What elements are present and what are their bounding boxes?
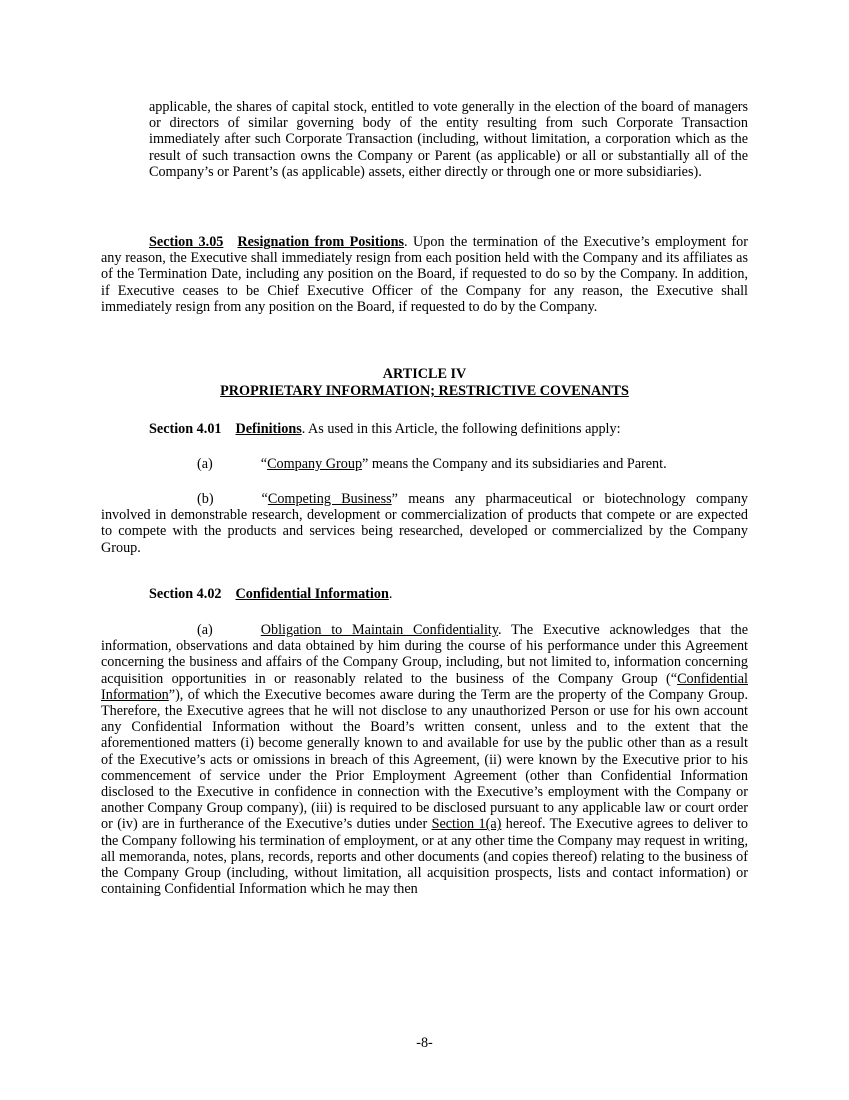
page-number: -8-: [416, 1035, 433, 1051]
definition-a-open-quote: “: [260, 456, 268, 472]
definition-b-term: Competing Business: [267, 491, 392, 507]
confidentiality-text-1: . The Executive acknowledges that the information, observations and data obtained by him during the course of his performance under this Agreement concerning the business and affairs of the Company Group, including, but not limited to, information concerning acquisition opportunities in or reasonably related to the business of the Company Group (“: [101, 622, 748, 687]
definition-b-label: (b): [197, 491, 214, 507]
definition-a-term: Company Group: [267, 456, 363, 472]
section-3-05-body: . Upon the termination of the Executive’s employment for any reason, the Executive shall immediately resign from each position held with the Company and its affiliates as of the Termination Date, including any position on the Board, if requested to do so by the Company. In addition, if Executive ceases to be Chief Executive Officer of the Company for any reason, the Executive shall immediately resign from any position on the Board, if requested to do by the Company.: [101, 234, 748, 315]
article-title: [101, 383, 748, 399]
definition-a-rest: ” means the Company and its subsidiaries and Parent.: [362, 456, 667, 472]
confidentiality-label: (a): [197, 622, 213, 638]
section-4-02-title: Confidential Information: [235, 586, 389, 602]
definition-company-group: [101, 456, 748, 472]
confidentiality-heading: Obligation to Maintain Confidentiality: [260, 622, 499, 638]
section-4-01-title: Definitions: [235, 421, 302, 437]
confidentiality-text-2: ”), of which the Executive becomes aware during the Term are the property of the Company Group. Therefore, the Executive agrees that he will not disclose to any unauthorized Person or use for his own account any Confidential Information without the Board’s written consent, unless and to the extent that the aforementioned matters (i) become generally known to and available for use by the public other than as a result of the Executive’s acts or omissions in breach of this Agreement, (ii) were known by the Executive prior to his commencement of service under the Prior Employment Agreement (other than Confidential Information disclosed to the Executive in confidence in connection with the Executive’s employment with the Company or another Company Group company), (iii) is required to be disclosed pursuant to any applicable law or court order or (iv) are in furtherance of the Executive’s duties under: [101, 686, 748, 833]
definition-a-label: (a): [197, 456, 213, 472]
section-1a-cross-reference: Section 1(a): [431, 816, 502, 833]
definition-b-rest: ” means any pharmaceutical or biotechnology company involved in demonstrable research, development or commercialization of products that compete or are expected to compete with the products and services being researched, developed or commercialized by the Company Group.: [101, 491, 748, 556]
section-4-02-paragraph: [101, 586, 748, 602]
section-4-01-number: Section 4.01: [149, 421, 222, 437]
confidentiality-text-3: hereof. The Executive agrees to deliver to the Company following his termination of employment, or at any other time the Company may request in writing, all memoranda, notes, plans, records, reports and other documents (and copies thereof) relating to the business of the Company Group (including, without limitation, all acquisition prospects, lists and contact information) or containing Confidential Information which he may then: [101, 816, 748, 898]
article-number: ARTICLE IV: [382, 366, 467, 382]
section-3-05-number: Section 3.05: [149, 234, 224, 250]
section-4-02-number: Section 4.02: [149, 586, 222, 602]
confidentiality-paragraph: [101, 622, 748, 897]
section-3-05-title: Resignation from Positions: [237, 234, 405, 250]
confidential-information-term: Confidential Information: [101, 670, 748, 703]
article-title-text: PROPRIETARY INFORMATION; RESTRICTIVE COVENANTS: [220, 383, 629, 399]
definition-competing-business: [101, 491, 748, 556]
section-4-01-paragraph: [101, 421, 748, 437]
definition-b-open-quote: “: [261, 491, 268, 507]
section-4-01-body: . As used in this Article, the following definitions apply:: [301, 421, 621, 437]
section-4-02-title-end: .: [388, 586, 393, 602]
carryover-paragraph: applicable, the shares of capital stock, entitled to vote generally in the election of the board of managers or directors of similar governing body of the entity resulting from such Corporate Transaction immediately after such Corporate Transaction (including, without limitation, a corporation which as the result of such transaction owns the Company or Parent (as applicable) or all or substantially all of the Company’s or Parent’s (as applicable) assets, either directly or through one or more subsidiaries).: [149, 99, 748, 180]
section-3-05-paragraph: [101, 234, 748, 315]
